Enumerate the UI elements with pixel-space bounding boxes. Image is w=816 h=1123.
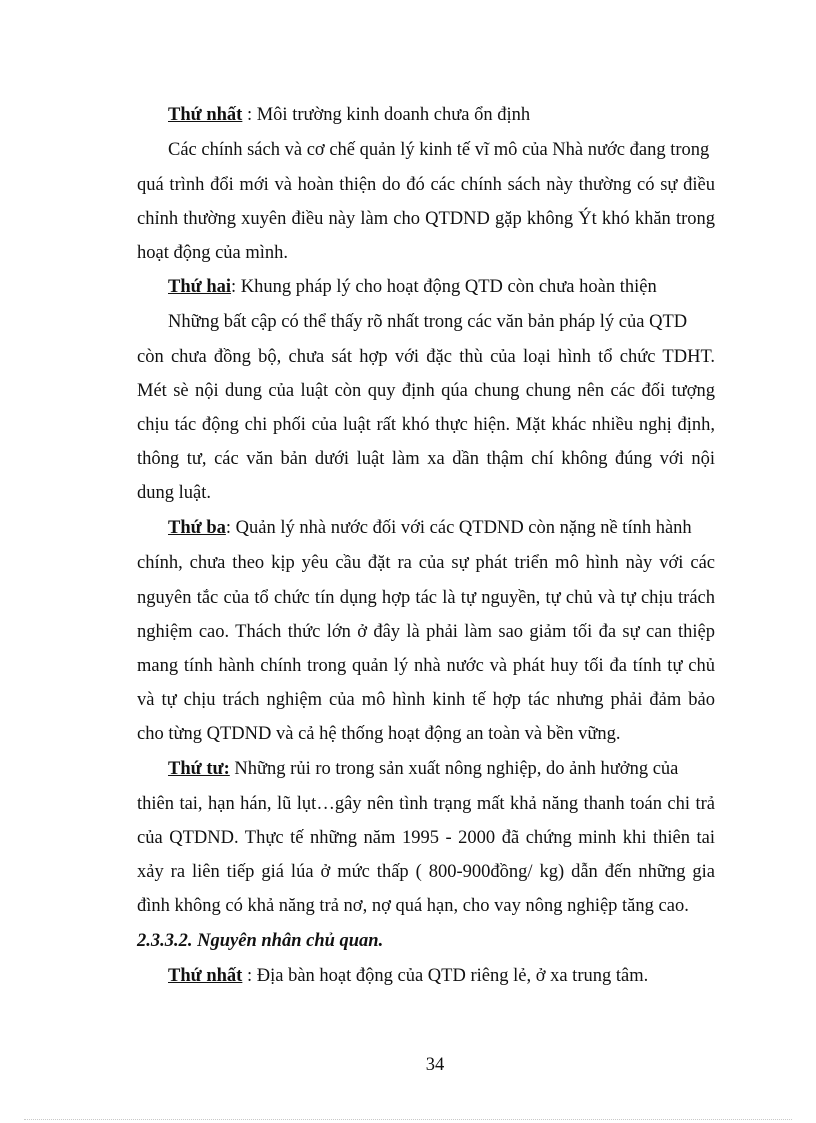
- paragraph-6-line-3: của QTDND. Thực tế những năm 1995 - 2000 đã chứng minh khi thiên tai: [137, 828, 715, 848]
- section-heading: 2.3.3.2. Nguyên nhân chủ quan.: [137, 931, 384, 951]
- paragraph-5-line-5: mang tính hành chính trong quản lý nhà nước và phát huy tối đa tính tự chủ: [137, 656, 715, 676]
- paragraph-5-line-7: cho từng QTDND và cả hệ thống hoạt động an toàn và bền vững.: [137, 724, 621, 744]
- paragraph-7: [168, 965, 648, 987]
- paragraph-5-line-3: nguyên tắc của tổ chức tín dụng hợp tác là tự nguyền, tự chủ và tự chịu trách: [137, 588, 715, 608]
- paragraph-text: : Địa bàn hoạt động của QTD riêng lẻ, ở xa trung tâm.: [242, 966, 649, 986]
- paragraph-text: : Môi trường kinh doanh chưa ổn định: [242, 105, 531, 125]
- paragraph-text: : Khung pháp lý cho hoạt động QTD còn chưa hoàn thiện: [231, 277, 657, 297]
- paragraph-4-line-2: còn chưa đồng bộ, chưa sát hợp với đặc thù của loại hình tổ chức TDHT.: [137, 347, 715, 367]
- paragraph-lead: Thứ hai: [168, 277, 232, 297]
- paragraph-4-line-3: Mét sè nội dung của luật còn quy định qúa chung chung nên các đối tượng: [137, 381, 715, 401]
- paragraph-6-line-5: đình không có khả năng trả nơ, nợ quá hạn, cho vay nông nghiệp tăng cao.: [137, 896, 689, 916]
- paragraph-1: [168, 104, 530, 126]
- paragraph-3: [168, 276, 657, 298]
- page-number: 34: [425, 1055, 445, 1075]
- paragraph-lead: Thứ nhất: [168, 105, 243, 125]
- paragraph-5-line-2: chính, chưa theo kịp yêu cầu đặt ra của sự phát triển mô hình này với các: [137, 553, 715, 573]
- paragraph-4-line-5: thông tư, các văn bản dưới luật làm xa dần thậm chí không đúng với nội: [137, 449, 715, 469]
- paragraph-4-line-6: dung luật.: [137, 483, 211, 503]
- paragraph-2-line-1: Các chính sách và cơ chế quản lý kinh tế vĩ mô của Nhà nước đang trong: [168, 140, 710, 160]
- paragraph-5-line-6: và tự chịu trách nghiệm của mô hình kinh tế hợp tác nhưng phải đảm bảo: [137, 690, 715, 710]
- paragraph-4-line-4: chịu tác động chi phối của luật rất khó thực hiện. Mặt khác nhiều nghị định,: [137, 415, 715, 435]
- footer-divider: [24, 1119, 792, 1120]
- paragraph-lead: Thứ nhất: [168, 966, 243, 986]
- paragraph-lead: Thứ ba: [168, 518, 226, 538]
- paragraph-6-line-2: thiên tai, hạn hán, lũ lụt…gây nên tình trạng mất khả năng thanh toán chi trả: [137, 794, 715, 814]
- paragraph-6-line-1: [168, 758, 678, 780]
- paragraph-2-line-2: quá trình đổi mới và hoàn thiện do đó các chính sách này thường có sự điều: [137, 175, 715, 195]
- paragraph-2-line-4: hoạt động của mình.: [137, 243, 289, 263]
- paragraph-6-line-4: xảy ra liên tiếp giá lúa ở mức thấp ( 800-900đồng/ kg) dẫn đến những gia: [137, 862, 715, 882]
- paragraph-5-line-1: [168, 517, 692, 539]
- paragraph-4-line-1: Những bất cập có thể thấy rõ nhất trong các văn bản pháp lý của QTD: [168, 312, 688, 332]
- paragraph-lead: Thứ tư:: [168, 759, 230, 779]
- paragraph-2-line-3: chỉnh thường xuyên điều này làm cho QTDND gặp không Ýt khó khăn trong: [137, 209, 715, 229]
- paragraph-text: Những rủi ro trong sản xuất nông nghiệp, do ảnh hưởng của: [229, 759, 679, 779]
- paragraph-5-line-4: nghiệm cao. Thách thức lớn ở đây là phải làm sao giảm tối đa sự can thiệp: [137, 622, 715, 642]
- paragraph-text: : Quản lý nhà nước đối với các QTDND còn nặng nề tính hành: [225, 518, 692, 538]
